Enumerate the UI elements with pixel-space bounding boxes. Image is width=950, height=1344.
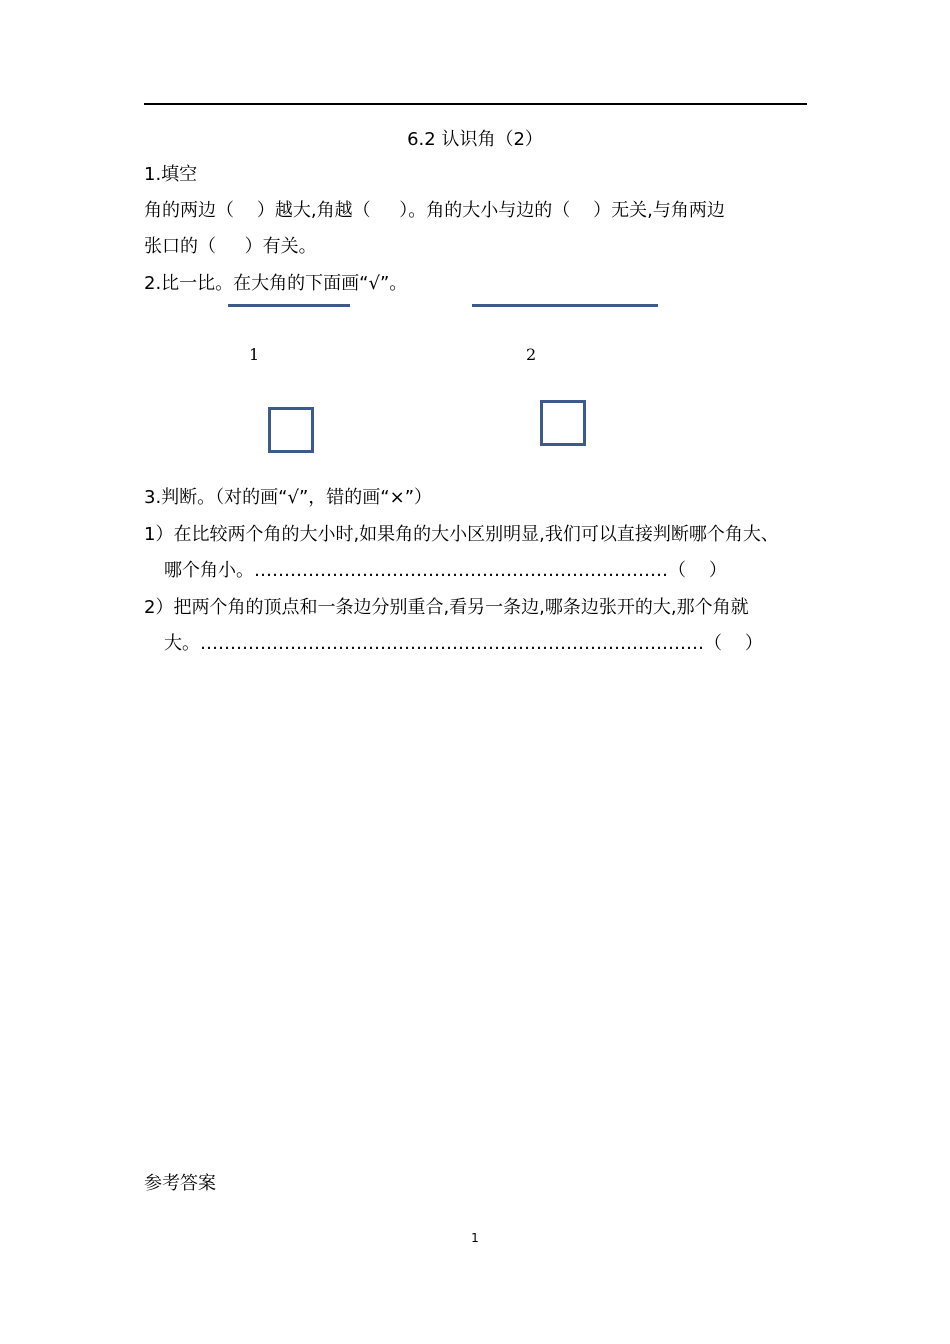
- figure-2-label: 2: [526, 345, 537, 364]
- q3-heading: 3.判断。（对的画“√”，错的画“×”）: [144, 487, 433, 508]
- q1-line-1: 角的两边（ ）越大,角越（ ）。角的大小与边的（ ）无关,与角两边: [144, 200, 725, 221]
- q2-heading: 2.比一比。在大角的下面画“√”。: [144, 273, 408, 294]
- answers-heading: 参考答案: [144, 1173, 216, 1194]
- q3-item-1-line-2: 哪个角小。……………………………………………………………（ ）: [164, 560, 727, 581]
- q1-line-2: 张口的（ ）有关。: [144, 236, 317, 257]
- figure-1-label: 1: [249, 345, 260, 364]
- angle-2-ray: [472, 304, 658, 307]
- q3-item-1-line-1: 1）在比较两个角的大小时,如果角的大小区别明显,我们可以直接判断哪个角大、: [144, 524, 779, 545]
- header-rule: [144, 103, 807, 105]
- q1-heading: 1.填空: [144, 164, 198, 185]
- angle-1-ray: [228, 304, 350, 307]
- answer-box-1[interactable]: [268, 407, 314, 453]
- page-number: 1: [471, 1231, 479, 1245]
- answer-box-2[interactable]: [540, 400, 586, 446]
- q3-item-2-line-1: 2）把两个角的顶点和一条边分别重合,看另一条边,哪条边张开的大,那个角就: [144, 597, 749, 618]
- page-title: 6.2 认识角（2）: [407, 129, 543, 150]
- q3-item-2-line-2: 大。…………………………………………………………………………（ ）: [164, 633, 763, 654]
